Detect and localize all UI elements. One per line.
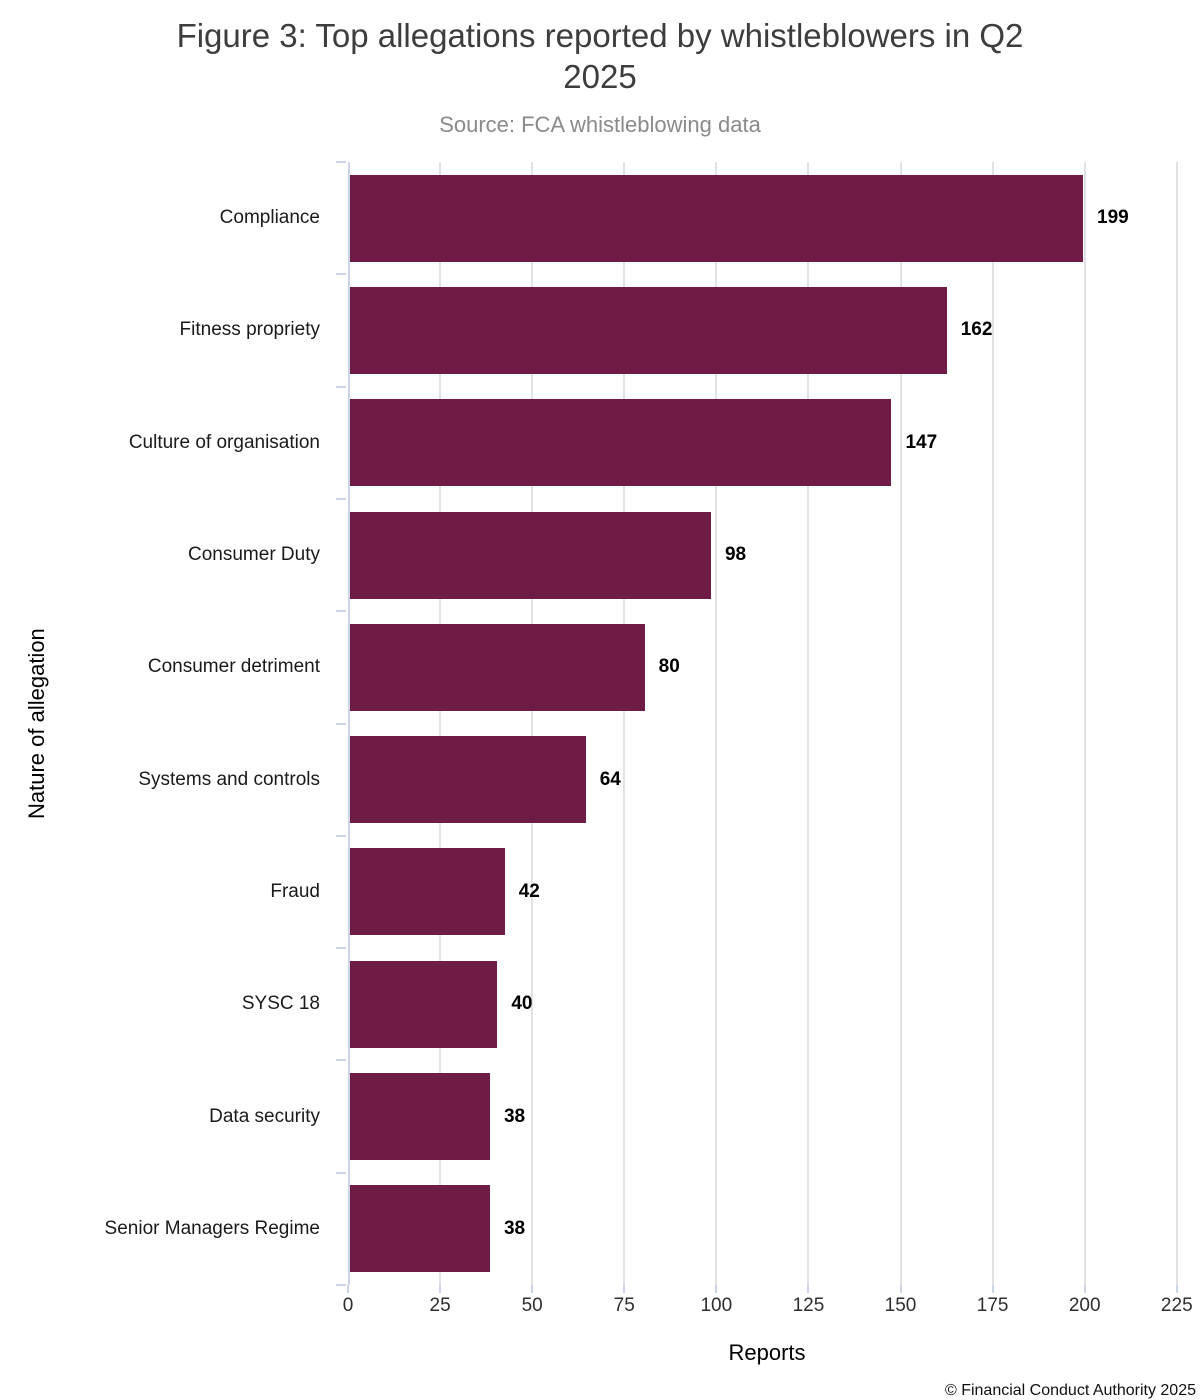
bar-row — [350, 162, 1186, 274]
y-axis-tick — [336, 1284, 346, 1286]
bar — [350, 736, 586, 823]
x-tick-label: 50 — [521, 1295, 543, 1316]
category-label: Fraud — [270, 880, 320, 902]
category-label: SYSC 18 — [241, 993, 320, 1015]
bar — [350, 624, 645, 711]
bar-value-label: 199 — [1097, 207, 1129, 229]
bar — [350, 1073, 490, 1160]
category-label: Consumer detriment — [147, 656, 320, 678]
chart-title — [60, 16, 1140, 97]
bar-row — [350, 1173, 1186, 1285]
x-axis-tick — [715, 1285, 717, 1293]
bar — [350, 512, 711, 599]
y-axis-tick — [336, 1059, 346, 1061]
x-axis-tick — [900, 1285, 902, 1293]
chart-title-line1: Figure 3: Top allegations reported by whistleblowers in Q2 — [176, 17, 1024, 54]
x-tick-label: 175 — [976, 1295, 1009, 1316]
footer-copyright: © Financial Conduct Authority 2025 — [944, 1382, 1196, 1399]
x-tick-label: 225 — [1160, 1295, 1193, 1316]
y-axis-title: Nature of allegation — [24, 628, 49, 819]
bar-value-label: 98 — [724, 544, 747, 566]
bar-row — [350, 499, 1186, 611]
y-axis-tick — [336, 273, 346, 275]
x-axis-tick — [1084, 1285, 1086, 1293]
x-axis-title: Reports — [728, 1340, 806, 1365]
bar-value-label: 40 — [511, 993, 533, 1015]
bar — [350, 399, 891, 486]
category-axis — [0, 162, 348, 1285]
category-label: Consumer Duty — [188, 544, 320, 566]
x-tick-label: 0 — [342, 1295, 354, 1316]
plot-area — [348, 162, 1186, 1285]
bar-value-label: 80 — [658, 656, 680, 678]
bar — [350, 175, 1083, 262]
x-axis-tick — [623, 1285, 625, 1293]
x-axis-tick — [992, 1285, 994, 1293]
y-axis-tick — [336, 1172, 346, 1174]
x-tick-label: 200 — [1068, 1295, 1101, 1316]
category-label: Data security — [209, 1105, 320, 1127]
bar — [350, 287, 947, 374]
bar-value-label: 64 — [599, 768, 621, 790]
bar-value-label: 162 — [960, 319, 993, 341]
category-label: Culture of organisation — [128, 431, 320, 453]
x-tick-label: 100 — [700, 1295, 733, 1316]
bar — [350, 848, 505, 935]
y-axis-tick — [336, 835, 346, 837]
y-axis-tick — [336, 610, 346, 612]
chart-title-line2: 2025 — [563, 57, 637, 95]
bar-row — [350, 836, 1186, 948]
x-axis-tick — [531, 1285, 533, 1293]
category-label: Fitness propriety — [179, 319, 320, 341]
x-tick-label: 150 — [884, 1295, 917, 1316]
bar — [350, 1185, 490, 1272]
bar — [350, 961, 497, 1048]
y-axis-tick — [336, 498, 346, 500]
y-axis-tick — [336, 386, 346, 388]
bar-row — [350, 724, 1186, 836]
category-label: Systems and controls — [138, 768, 320, 790]
y-axis-tick — [336, 947, 346, 949]
bar-row — [350, 948, 1186, 1060]
bar-value-label: 38 — [503, 1217, 526, 1239]
bar-value-label: 42 — [518, 880, 540, 902]
x-axis-tick — [347, 1285, 349, 1293]
bar-row — [350, 274, 1186, 386]
x-tick-label: 125 — [792, 1295, 825, 1316]
bar-value-label: 38 — [503, 1105, 526, 1127]
chart-subtitle: Source: FCA whistleblowing data — [439, 112, 761, 137]
y-axis-tick — [336, 723, 346, 725]
bar-row — [350, 387, 1186, 499]
y-axis-tick — [336, 161, 346, 163]
bar-row — [350, 611, 1186, 723]
x-tick-label: 75 — [613, 1295, 635, 1316]
category-label: Senior Managers Regime — [104, 1217, 320, 1239]
x-axis-tick — [807, 1285, 809, 1293]
x-axis-tick — [439, 1285, 441, 1293]
x-axis-tick — [1176, 1285, 1178, 1293]
category-label: Compliance — [219, 207, 320, 229]
bar-value-label: 147 — [905, 431, 938, 453]
bar-row — [350, 1060, 1186, 1172]
x-tick-label: 25 — [429, 1295, 451, 1316]
